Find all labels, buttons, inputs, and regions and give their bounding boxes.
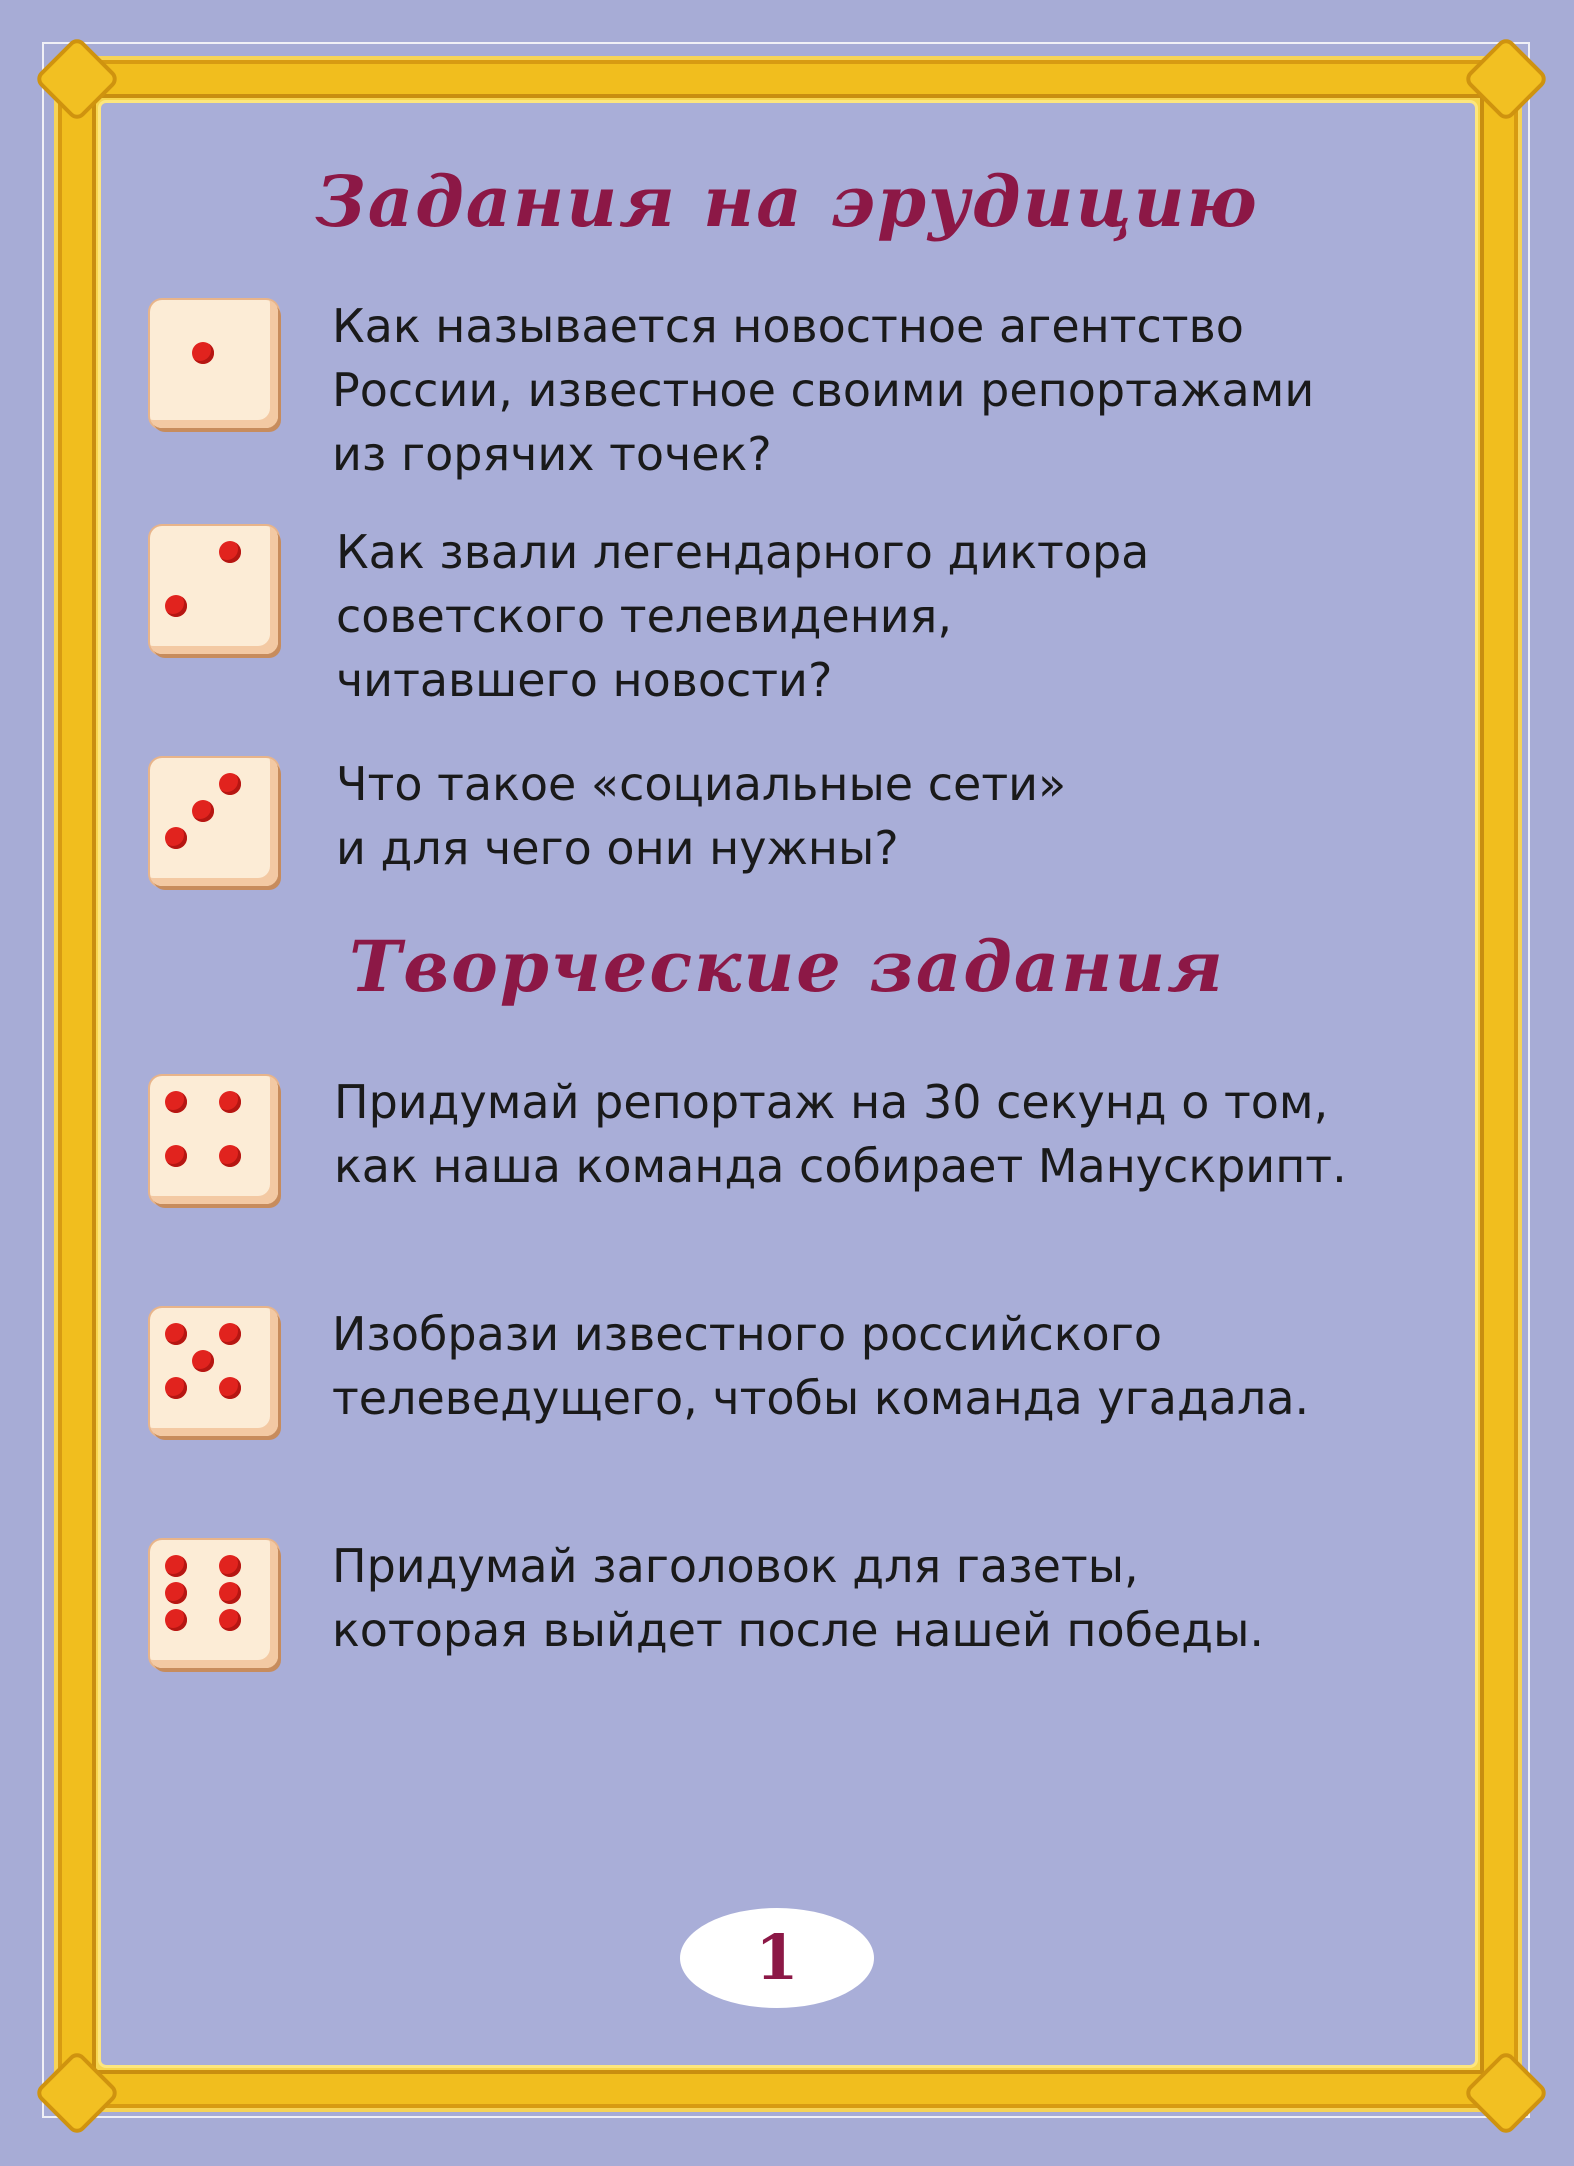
die-pip bbox=[165, 1609, 187, 1631]
task-item-3 bbox=[150, 758, 1450, 908]
task-text-4: Придумай репортаж на 30 секунд о том, как наша команда собирает Манускрипт. bbox=[334, 1075, 1347, 1193]
die-pip bbox=[219, 1323, 241, 1345]
die-pip bbox=[219, 1609, 241, 1631]
task-text-3: Что такое «социальные сети» и для чего они нужны? bbox=[336, 757, 1067, 875]
die-icon-2 bbox=[150, 526, 278, 654]
die-pip bbox=[165, 827, 187, 849]
die-pip bbox=[219, 773, 241, 795]
die-pip bbox=[165, 1091, 187, 1113]
die-pip bbox=[192, 342, 214, 364]
die-pip bbox=[219, 541, 241, 563]
die-pip bbox=[165, 595, 187, 617]
die-pip bbox=[165, 1145, 187, 1167]
task-item-4 bbox=[150, 1076, 1450, 1226]
die-icon-4 bbox=[150, 1076, 278, 1204]
task-item-6 bbox=[150, 1540, 1450, 1690]
die-pip bbox=[219, 1145, 241, 1167]
die-pip bbox=[219, 1555, 241, 1577]
task-text-2: Как звали легендарного диктора советского телевидения, читавшего новости? bbox=[336, 525, 1150, 707]
task-text-6: Придумай заголовок для газеты, которая выйдет после нашей победы. bbox=[332, 1539, 1265, 1657]
die-icon-5 bbox=[150, 1308, 278, 1436]
die-pip bbox=[165, 1555, 187, 1577]
die-pip bbox=[219, 1377, 241, 1399]
die-pip bbox=[165, 1582, 187, 1604]
die-pip bbox=[165, 1377, 187, 1399]
die-pip bbox=[219, 1582, 241, 1604]
creative-heading: Творческие задания bbox=[349, 925, 1225, 1008]
die-pip bbox=[165, 1323, 187, 1345]
task-item-2 bbox=[150, 525, 1450, 707]
erudition-heading: Задания на эрудицию bbox=[315, 160, 1259, 243]
task-item-1 bbox=[150, 299, 1450, 481]
die-icon-6 bbox=[150, 1540, 278, 1668]
task-item-5 bbox=[150, 1308, 1450, 1458]
die-pip bbox=[219, 1091, 241, 1113]
die-pip bbox=[192, 800, 214, 822]
die-icon-3 bbox=[150, 758, 278, 886]
die-icon-1 bbox=[150, 300, 278, 428]
task-text-5: Изобрази известного российского телеведущего, чтобы команда угадала. bbox=[332, 1307, 1310, 1425]
die-pip bbox=[192, 1350, 214, 1372]
page-number: 1 bbox=[680, 1908, 874, 2008]
task-text-1: Как называется новостное агентство России, известное своими репортажами из горячих точек? bbox=[332, 299, 1315, 481]
